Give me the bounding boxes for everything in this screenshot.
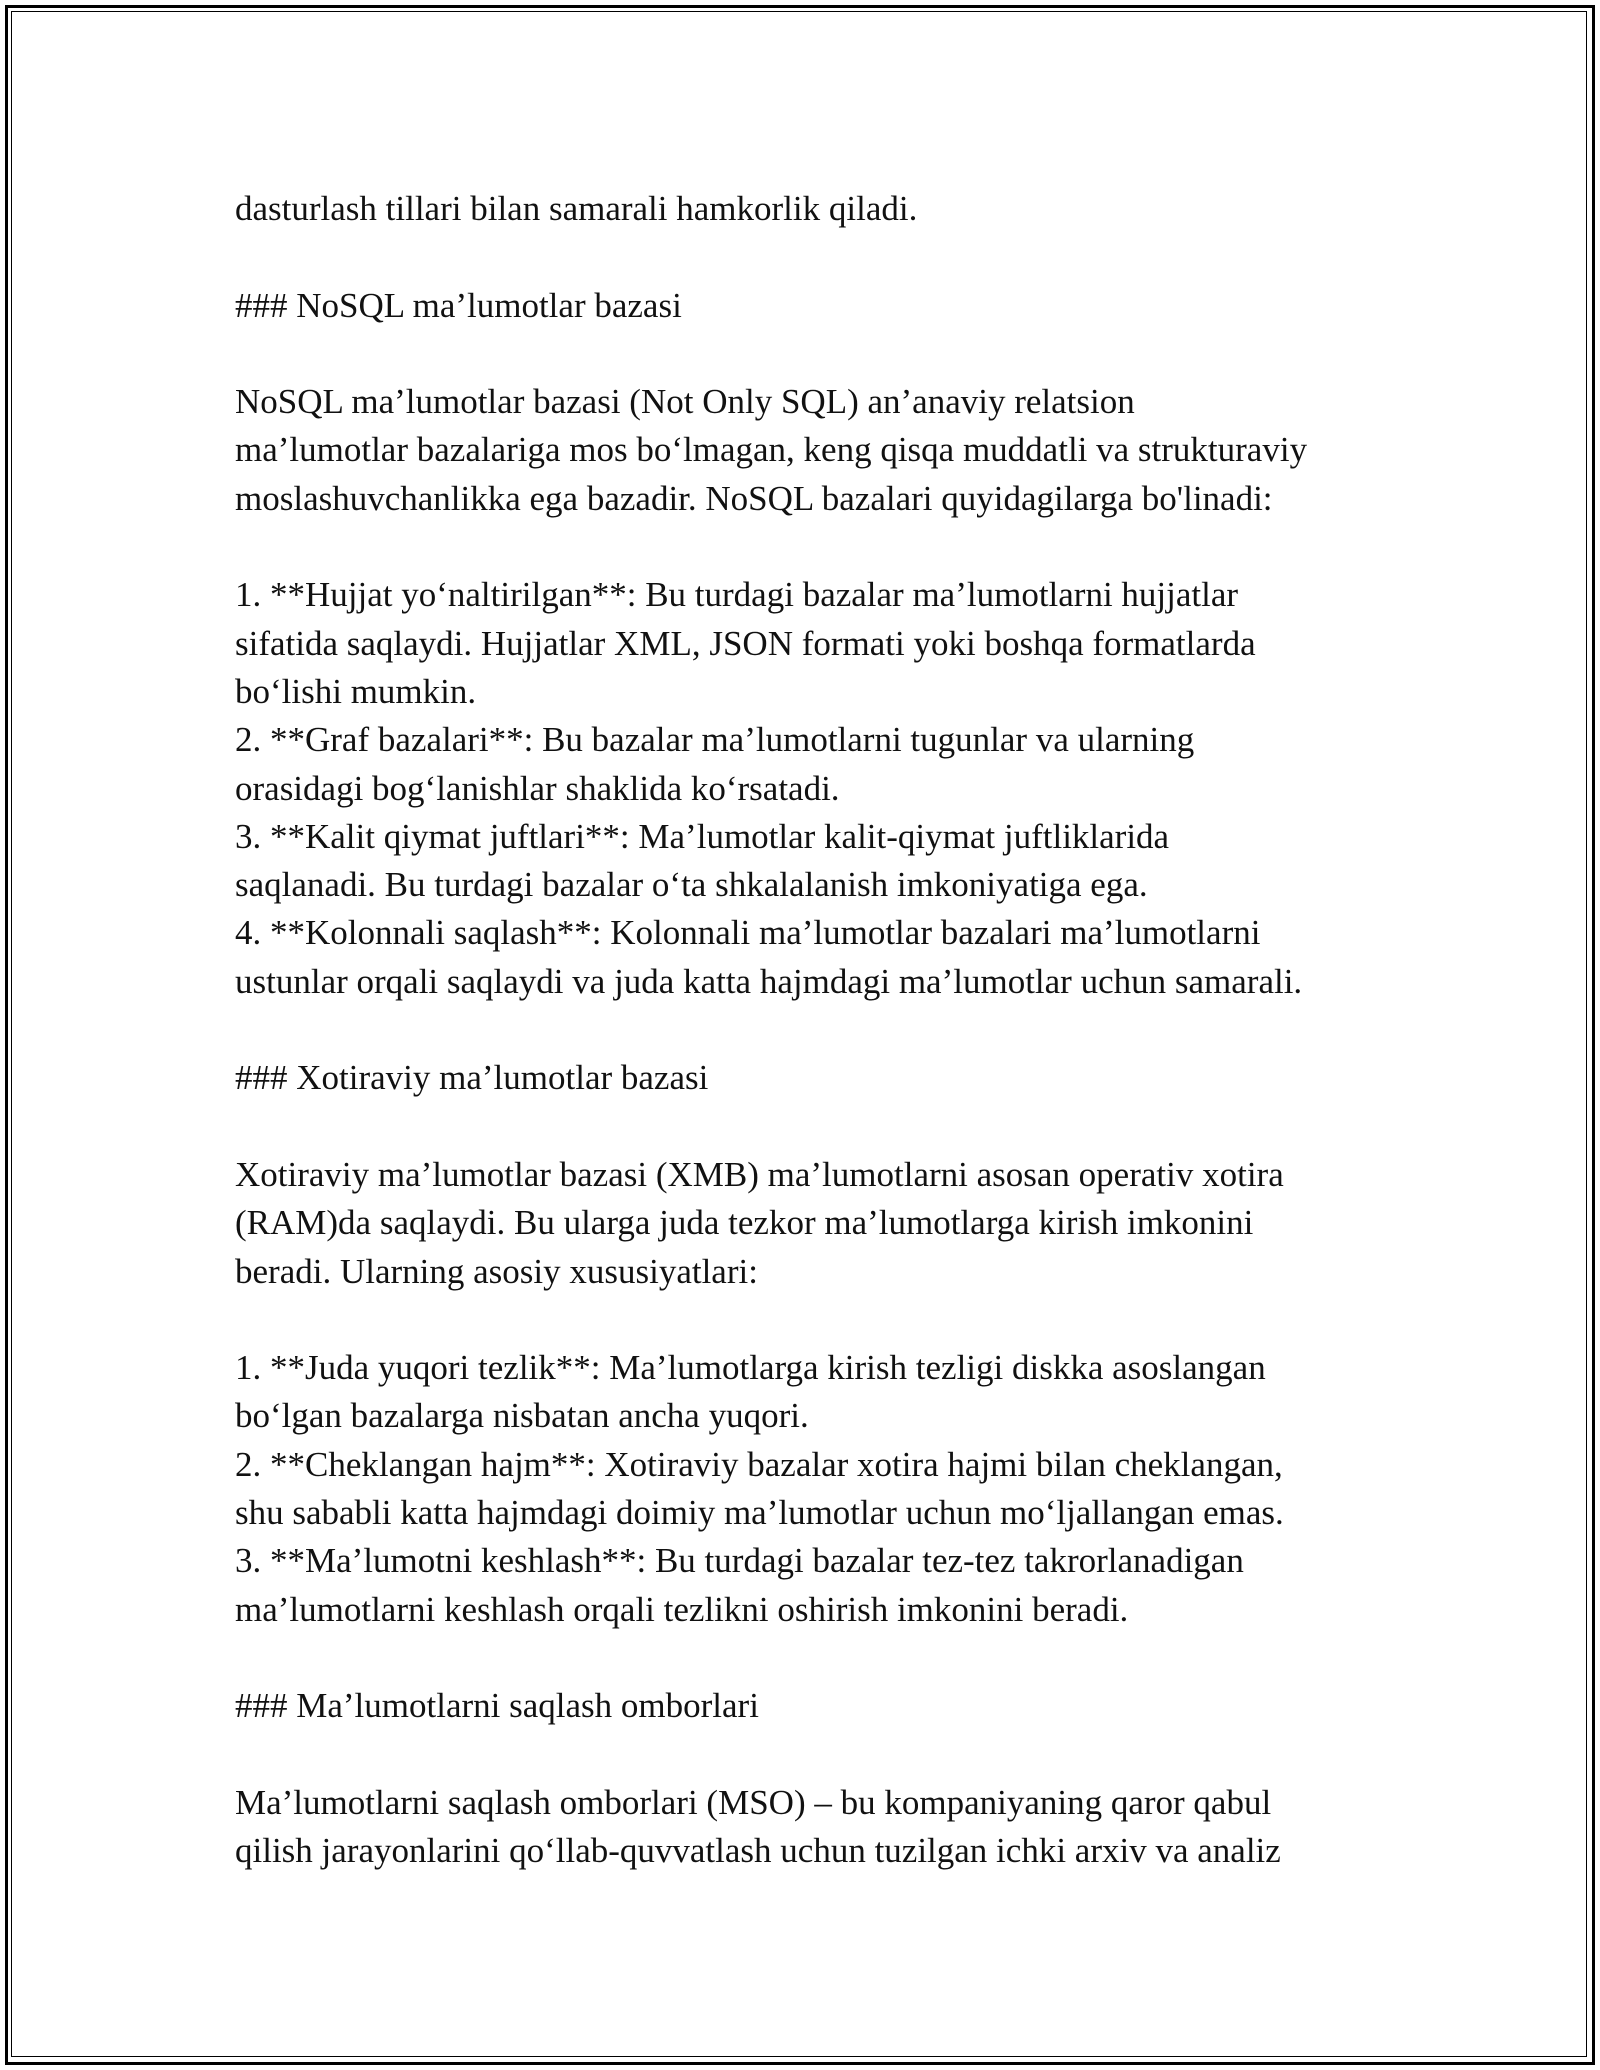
- section-heading: [235, 282, 1395, 330]
- blank-line: [235, 1103, 1395, 1151]
- text-line: ma’lumotlar bazalariga mos bo‘lmagan, keng qisqa muddatli va strukturaviy: [235, 430, 1308, 470]
- text-line: beradi. Ularning asosiy xususiyatlari:: [235, 1251, 758, 1291]
- blank-line: [235, 1731, 1395, 1779]
- blank-line: [235, 330, 1395, 378]
- section-heading: [235, 1682, 1395, 1730]
- text-line: qilish jarayonlarini qo‘llab-quvvatlash uchun tuzilgan ichki arxiv va analiz: [235, 1831, 1281, 1871]
- text-line: Xotiraviy ma’lumotlar bazasi (XMB) ma’lumotlarni asosan operativ xotira: [235, 1154, 1284, 1194]
- list-line: 3. **Kalit qiymat juftlari**: Ma’lumotlar kalit-qiymat juftliklarida: [235, 816, 1170, 856]
- numbered-list: [235, 1344, 1395, 1634]
- paragraph: [235, 1151, 1395, 1296]
- list-line: 3. **Ma’lumotni keshlash**: Bu turdagi bazalar tez-tez takrorlanadigan: [235, 1541, 1244, 1581]
- list-line: 1. **Hujjat yo‘naltirilgan**: Bu turdagi bazalar ma’lumotlarni hujjatlar: [235, 575, 1239, 615]
- text-line: NoSQL ma’lumotlar bazasi (Not Only SQL) an’anaviy relatsion: [235, 382, 1135, 422]
- list-line: 2. **Cheklangan hajm**: Xotiraviy bazalar xotira hajmi bilan cheklangan,: [235, 1444, 1283, 1484]
- blank-line: [235, 233, 1395, 281]
- list-line: 2. **Graf bazalari**: Bu bazalar ma’lumotlarni tugunlar va ularning: [235, 720, 1195, 760]
- blank-line: [235, 1296, 1395, 1344]
- document-body: [235, 185, 1395, 1875]
- heading-text: ### Ma’lumotlarni saqlash omborlari: [235, 1686, 759, 1726]
- heading-text: ### NoSQL ma’lumotlar bazasi: [235, 285, 682, 325]
- list-line: bo‘lgan bazalarga nisbatan ancha yuqori.: [235, 1396, 809, 1436]
- paragraph: [235, 378, 1395, 523]
- section-heading: [235, 1054, 1395, 1102]
- text-line: (RAM)da saqlaydi. Bu ularga juda tezkor ma’lumotlarga kirish imkonini: [235, 1203, 1254, 1243]
- list-line: bo‘lishi mumkin.: [235, 671, 477, 711]
- blank-line: [235, 1634, 1395, 1682]
- list-line: saqlanadi. Bu turdagi bazalar o‘ta shkalalanish imkoniyatiga ega.: [235, 865, 1148, 905]
- text-line: moslashuvchanlikka ega bazadir. NoSQL bazalari quyidagilarga bo'linadi:: [235, 478, 1273, 518]
- list-line: 4. **Kolonnali saqlash**: Kolonnali ma’lumotlar bazalari ma’lumotlarni: [235, 913, 1261, 953]
- list-line: shu sababli katta hajmdagi doimiy ma’lumotlar uchun mo‘ljallangan emas.: [235, 1493, 1284, 1533]
- paragraph: [235, 1779, 1395, 1876]
- blank-line: [235, 523, 1395, 571]
- heading-text: ### Xotiraviy ma’lumotlar bazasi: [235, 1058, 709, 1098]
- blank-line: [235, 1006, 1395, 1054]
- text-line: dasturlash tillari bilan samarali hamkorlik qiladi.: [235, 189, 918, 228]
- numbered-list: [235, 571, 1395, 1006]
- list-line: ma’lumotlarni keshlash orqali tezlikni oshirish imkonini beradi.: [235, 1589, 1129, 1629]
- list-line: orasidagi bog‘lanishlar shaklida ko‘rsatadi.: [235, 768, 840, 808]
- text-line: Ma’lumotlarni saqlash omborlari (MSO) – bu kompaniyaning qaror qabul: [235, 1782, 1272, 1822]
- list-line: ustunlar orqali saqlaydi va juda katta hajmdagi ma’lumotlar uchun samarali.: [235, 961, 1303, 1001]
- list-line: 1. **Juda yuqori tezlik**: Ma’lumotlarga kirish tezligi diskka asoslangan: [235, 1348, 1266, 1388]
- list-line: sifatida saqlaydi. Hujjatlar XML, JSON formati yoki boshqa formatlarda: [235, 623, 1256, 663]
- paragraph: [235, 185, 1395, 233]
